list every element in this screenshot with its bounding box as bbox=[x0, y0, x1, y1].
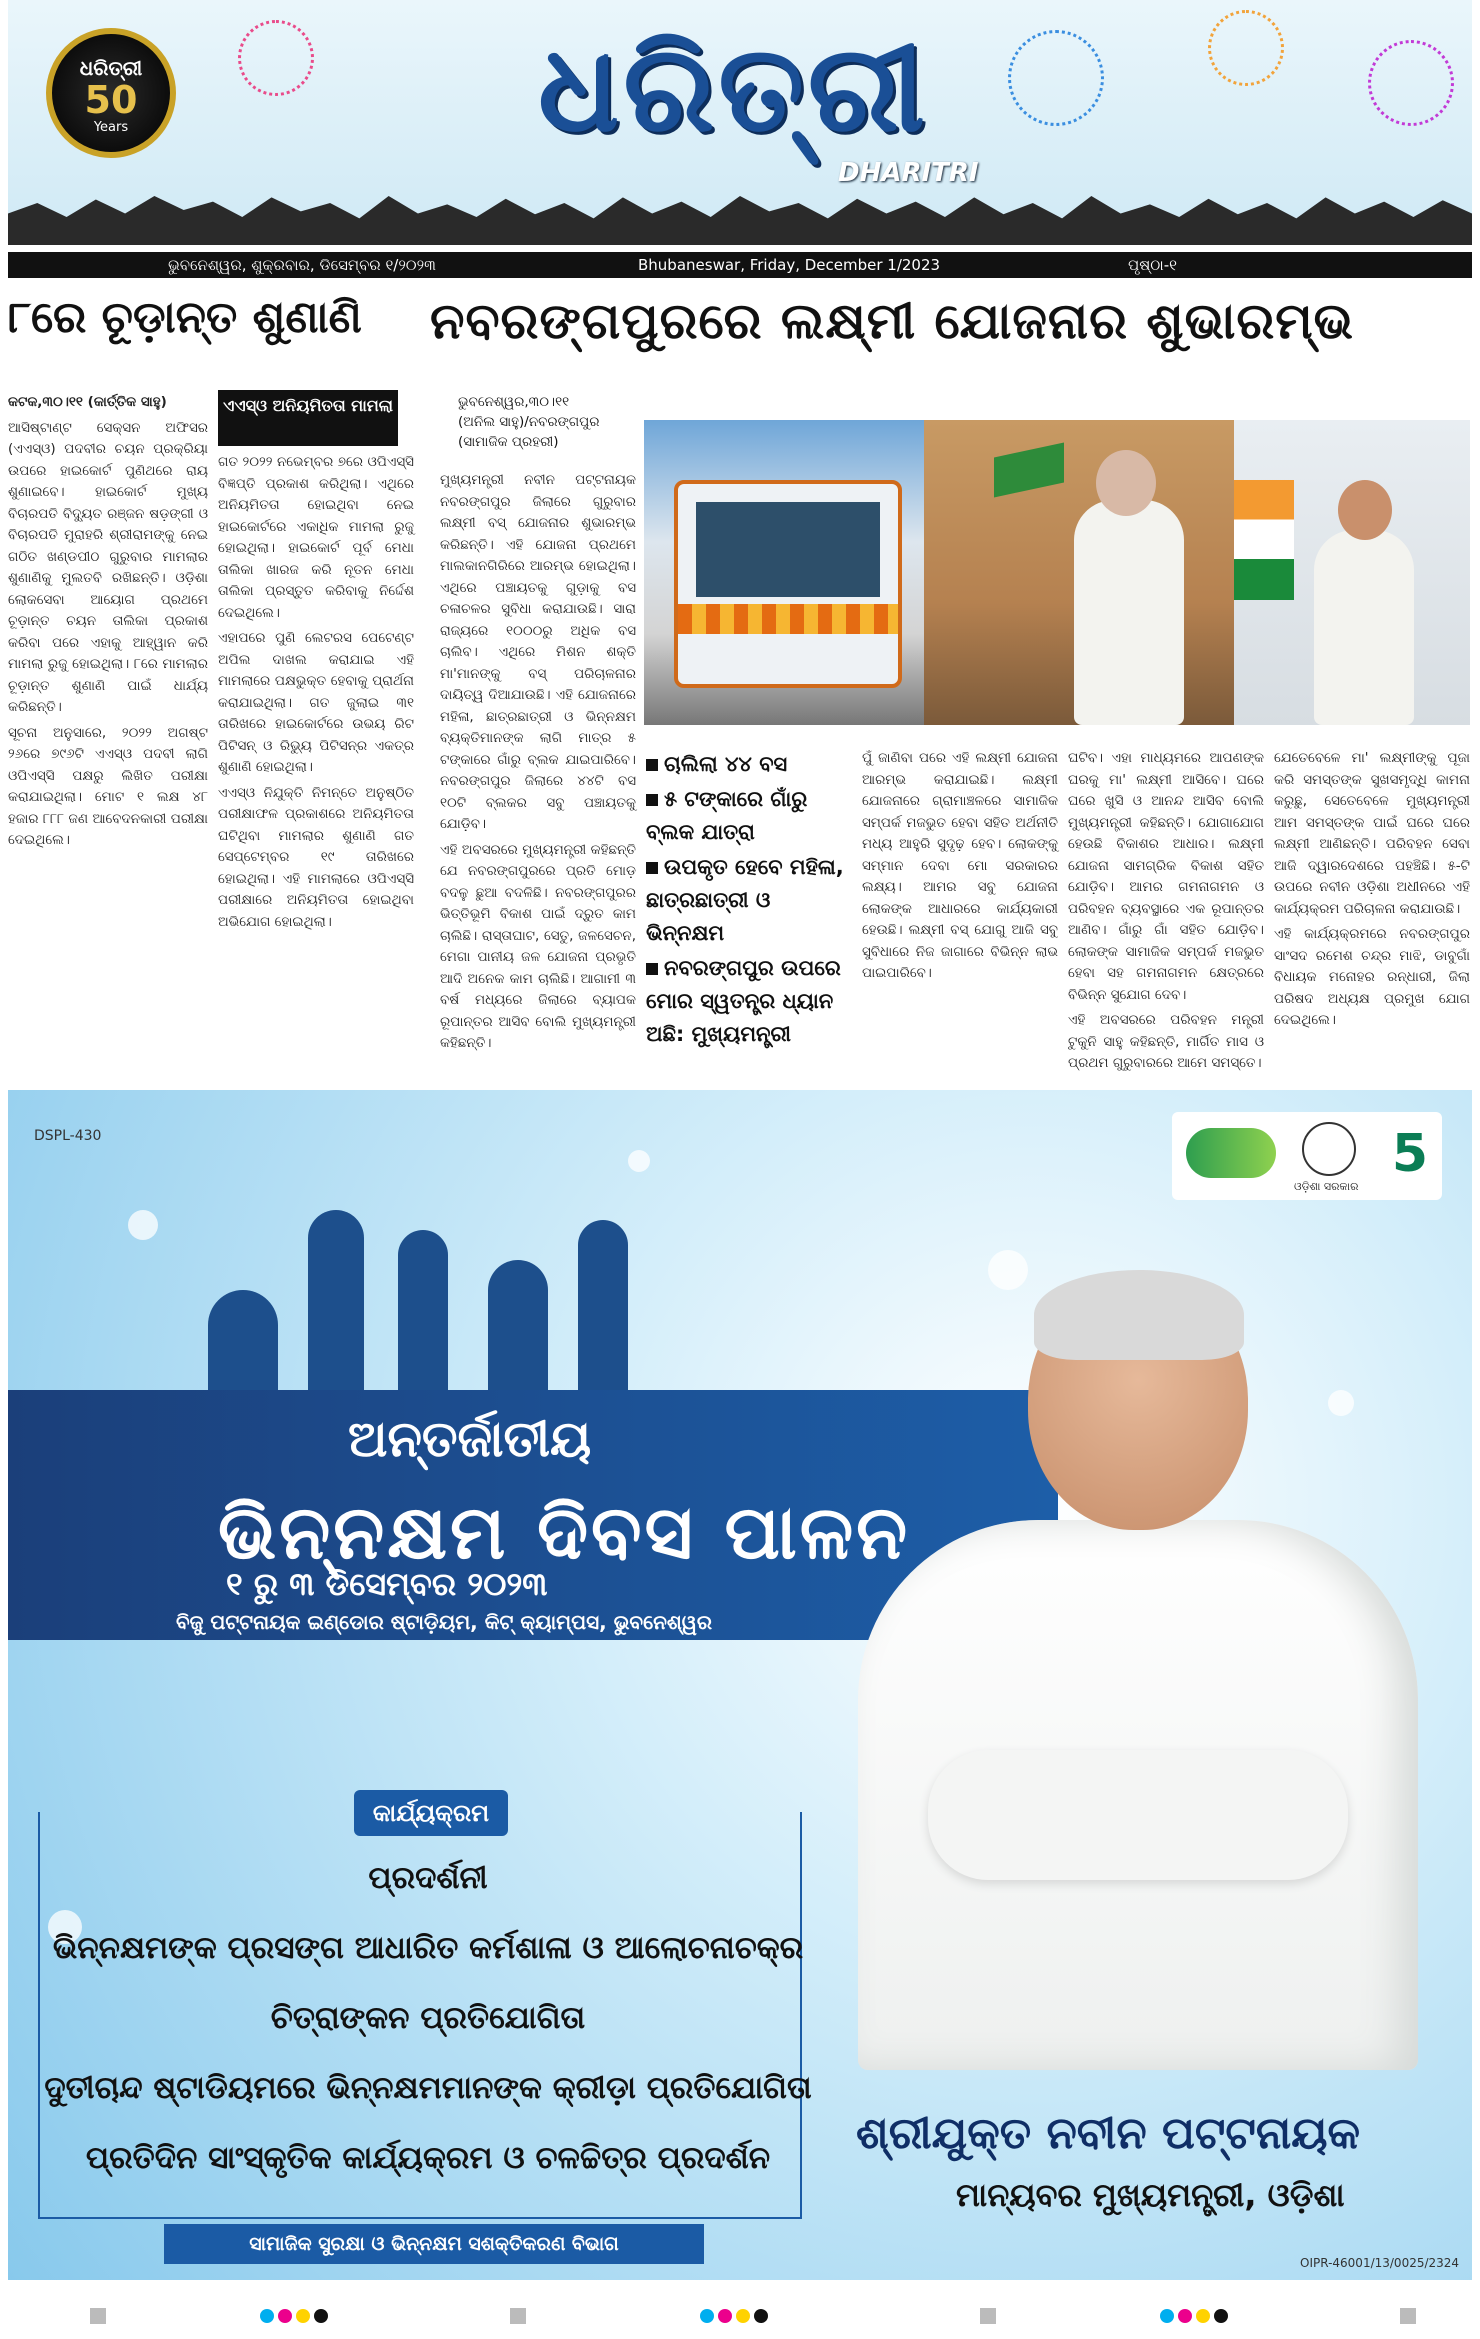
ad-title-big: ଭିନ୍ନକ୍ଷମ ଦିବସ ପାଳନ bbox=[218, 1490, 911, 1576]
person-with-crutches-silhouette bbox=[578, 1220, 628, 1390]
program-item: ପ୍ରତିଦିନ ସାଂସ୍କୃତିକ କାର୍ଯ୍ୟକ୍ରମ ଓ ଚଳଚ୍ଚିତ୍ର ପ୍ରଦର୍ଶନ bbox=[85, 2140, 771, 2176]
ad-date: ୧ ରୁ ୩ ଡିସେମ୍ବର ୨୦୨୩ bbox=[226, 1565, 548, 1603]
paragraph: ଗତ ୨୦୨୨ ନଭେମ୍ବର ୭ରେ ଓପିଏସ୍‌ସି ବିଜ୍ଞପ୍ତି ପ୍ରକାଶ କରିଥିଲା। ଏଥିରେ ଅନିୟମିତତା ହୋଇଥିବା ନେଇ ହାଇକୋର୍ଟରେ ଏକାଧିକ ମାମଲା ରୁଜୁ ହୋଇଥିଲା। ହାଇକୋର୍ଟ ପୂର୍ବ ମେଧା ତାଲିକା ଖାରଜ କରି ନୂତନ ମେଧା ତାଲିକା ପ୍ରସ୍ତୁତ କରିବାକୁ ନିର୍ଦ୍ଦେଶ ଦେଇଥିଲେ। bbox=[218, 454, 414, 621]
page-number: ପୃଷ୍ଠା-୧ bbox=[1128, 256, 1177, 274]
story-left-subhead-box: ଏଏସ୍‌ଓ ଅନିୟମିତତା ମାମଲା bbox=[218, 390, 398, 446]
highlight-item bbox=[646, 952, 846, 1051]
story-main-highlights bbox=[646, 748, 846, 1053]
photo-cm-flagoff bbox=[924, 420, 1234, 725]
bullet-square-icon bbox=[646, 862, 658, 874]
newspaper-logo-latin: DHARITRI bbox=[838, 158, 979, 188]
wheelchair-user-silhouette bbox=[488, 1260, 548, 1390]
paragraph: ସୂଚନା ଅନୁସାରେ, ୨୦୨୨ ଅଗଷ୍ଟ ୨୬ରେ ୭୯୬ଟି ଏଏସ୍‌ଓ ପଦବୀ ଲାଗି ଓପିଏସ୍‌ସି ପକ୍ଷରୁ ଲିଖିତ ପରୀକ୍ଷା କରାଯାଇଥିଲା। ମୋଟ ୧ ଲକ୍ଷ ୪୮ ହଜାର ୮୮୮ ଜଣ ଆବେଦନକାରୀ ପରୀକ୍ଷା ଦେଇଥିଲେ। bbox=[8, 724, 208, 848]
paragraph: ମୁଖ୍ୟମନ୍ତ୍ରୀ ନବୀନ ପଟ୍ଟନାୟକ ନବରଙ୍ଗପୁର ଜିଲାରେ ଗୁରୁବାର ଲକ୍ଷ୍ମୀ ବସ୍ ଯୋଜନାର ଶୁଭାରମ୍ଭ କରିଛନ୍ତି। ଏହି ଯୋଜନା ପ୍ରଥମେ ମାଲକାନଗିରିରେ ଆରମ୍ଭ ହୋଇଥିଲା। ଏଥିରେ ପଞ୍ଚାୟତକୁ ଗୁଡ଼ାକୁ ବସ ଚଳାଚଳର ସୁବିଧା କରାଯାଉଛି। ସାରା ରାଜ୍ୟରେ ୧୦୦୦ରୁ ଅଧିକ ବସ ଚାଲିବ। ଏଥିରେ ମିଶନ ଶକ୍ତି ମା'ମାନଙ୍କୁ ବସ୍ ପରିଚାଳନାର ଦାୟିତ୍ୱ ଦିଆଯାଉଛି। ଏହି ଯୋଜନାରେ ମହିଳା, ଛାତ୍ରଛାତ୍ରୀ ଓ ଭିନ୍ନକ୍ଷମ ବ୍ୟକ୍ତିମାନଙ୍କ ଲାଗି ମାତ୍ର ୫ ଟଙ୍କାରେ ଗାଁରୁ ବ୍ଲକ ଯାଇପାରିବେ। ନବରଙ୍ଗପୁର ଜିଲାରେ ୪୪ଟି ବସ ୧୦ଟି ବ୍ଲକର ସବୁ ପଞ୍ଚାୟତକୁ ଯୋଡ଼ିବ। bbox=[440, 472, 636, 832]
highlight-text: ୫ ଟଙ୍କାରେ ଗାଁରୁ ବ୍ଲକ ଯାତ୍ରା bbox=[646, 787, 808, 844]
photo-officials bbox=[1234, 420, 1470, 725]
ad-reference-code: OIPR-46001/13/0025/2324 bbox=[1300, 2256, 1460, 2270]
department-name: ସାମାଜିକ ସୁରକ୍ଷା ଓ ଭିନ୍ନକ୍ଷମ ସଶକ୍ତିକରଣ ବିଭାଗ bbox=[164, 2224, 704, 2264]
dateline-bar bbox=[8, 252, 1472, 278]
print-mark bbox=[1400, 2308, 1416, 2324]
government-advertisement bbox=[8, 1090, 1472, 2280]
print-mark bbox=[90, 2308, 106, 2324]
story-main-col2 bbox=[862, 748, 1058, 989]
ad-venue: ବିଜୁ ପଟ୍ଟନାୟକ ଇଣ୍ଡୋର ଷ୍ଟାଡ଼ିୟମ, କିଟ୍ କ୍ୟାମ୍ପସ, ଭୁବନେଶ୍ୱର bbox=[176, 1610, 713, 1634]
dateline-english: Bhubaneswar, Friday, December 1/2023 bbox=[638, 256, 941, 274]
person-cm bbox=[1074, 500, 1184, 725]
5t-logo-number: 5 bbox=[1391, 1124, 1428, 1184]
crowd-silhouette bbox=[8, 175, 1472, 245]
print-mark bbox=[980, 2308, 996, 2324]
highlight-item bbox=[646, 851, 846, 950]
story-left-col2 bbox=[218, 452, 414, 937]
byline: (ସାମାଜିକ ପ୍ରହରୀ) bbox=[458, 434, 559, 450]
story-main-col1 bbox=[440, 470, 636, 1059]
paragraph: ଘଟିବ। ଏହା ମାଧ୍ୟମରେ ଆପଣଙ୍କ ଘରକୁ ମା' ଲକ୍ଷ୍ମୀ ଆସିବେ। ଘରେ ଘରେ ଖୁସି ଓ ଆନନ୍ଦ ଆସିବ ବୋଲି ମୁଖ୍ୟମନ୍ତ୍ରୀ କହିଛନ୍ତି। ଯୋଗାଯୋଗ ହେଉଛି ବିକାଶର ଆଧାର। ଲକ୍ଷ୍ମୀ ଯୋଜନା ସାମଗ୍ରିକ ବିକାଶ ସହିତ ଯୋଡ଼ିବ। ଆମର ଗମନାଗମନ ଓ ପରିବହନ ବ୍ୟବସ୍ଥାରେ ଏକ ରୂପାନ୍ତର ଆଣିବ। ଗାଁରୁ ଗାଁ ସହିତ ଯୋଡ଼ିବ। ଲୋକଙ୍କ ସାମାଜିକ ସମ୍ପର୍କ ମଜଭୁତ ହେବା ସହ ଗମନାଗମନ କ୍ଷେତ୍ରରେ ବିଭିନ୍ନ ସୁଯୋଗ ଦେବ। bbox=[1068, 750, 1264, 1003]
highlight-text: ଉପକୃତ ହେବେ ମହିଳା, ଛାତ୍ରଛାତ୍ରୀ ଓ ଭିନ୍ନକ୍ଷମ bbox=[646, 855, 844, 945]
portrait-hair bbox=[1034, 1270, 1244, 1360]
badge-number: 50 bbox=[84, 78, 138, 122]
print-mark bbox=[510, 2308, 526, 2324]
sparkle bbox=[628, 1150, 650, 1172]
program-item: ଭିନ୍ନକ୍ଷମଙ୍କ ପ୍ରସଙ୍ଗ ଆଧାରିତ କର୍ମଶାଳା ଓ ଆଲୋଚନାଚକ୍ର bbox=[52, 1930, 804, 1966]
firework-decoration bbox=[1208, 10, 1284, 86]
story-main-bylines bbox=[458, 392, 599, 452]
indian-flag bbox=[1234, 480, 1294, 600]
program-item: ପ୍ରଦର୍ଶନୀ bbox=[368, 1860, 488, 1896]
masthead bbox=[8, 0, 1472, 245]
highlight-text: ଚାଲିଲା ୪୪ ବସ bbox=[664, 752, 788, 776]
portrait-folded-arms bbox=[928, 1750, 1348, 1880]
byline: ଭୁବନେଶ୍ୱର,୩୦।୧୧ bbox=[458, 394, 570, 410]
color-registration-marks bbox=[700, 2308, 772, 2324]
story-main-col4 bbox=[1274, 748, 1470, 1036]
program-item: ଚିତ୍ରାଙ୍କନ ପ୍ରତିଯୋଗିତା bbox=[270, 2000, 586, 2036]
sparkle bbox=[128, 1210, 158, 1240]
newspaper-logo: ଧରିତ୍ରୀ bbox=[538, 18, 929, 159]
bullet-square-icon bbox=[646, 759, 658, 771]
paragraph: ଏହି ଅବସରରେ ପରିବହନ ମନ୍ତ୍ରୀ ଟୁକୁନି ସାହୁ କହିଛନ୍ତି, ମାର୍ଗିତ ମାସ ଓ ପ୍ରଥମ ଗୁରୁବାରରେ ଆମେ ସମସ୍ତେ। bbox=[1068, 1012, 1264, 1071]
wheelchair-user-silhouette bbox=[208, 1290, 278, 1390]
news-photo bbox=[644, 420, 1470, 725]
odisha-govt-logo bbox=[1172, 1112, 1442, 1200]
paragraph: ଏହାପରେ ପୁଣି ଲେଟରସ ପେଟେଣ୍ଟ ଅପିଲ ଦାଖଲ କରାଯାଇ ଏହି ମାମଲାରେ ପକ୍ଷଭୁକ୍ତ ହେବାକୁ ପ୍ରାର୍ଥନା କରାଯାଇଥିଲା। ଗତ ଜୁଲାଇ ୩୧ ତାରିଖରେ ହାଇକୋର୍ଟରେ ଉଭୟ ରିଟ ପିଟିସନ୍ ଓ ରିଭ୍ୟୁ ପିଟିସନ୍‌ର ଏକତ୍ର ଶୁଣାଣି ହୋଇଥିଲା। bbox=[218, 630, 414, 775]
logo-caption: ଓଡ଼ିଶା ସରକାର bbox=[1294, 1180, 1359, 1193]
ad-title-small: ଅନ୍ତର୍ଜାତୀୟ bbox=[348, 1410, 592, 1468]
bus-illustration bbox=[674, 480, 902, 688]
color-registration-marks bbox=[1160, 2308, 1232, 2324]
headline-main: ନବରଙ୍ଗପୁରରେ ଲକ୍ଷ୍ମୀ ଯୋଜନାର ଶୁଭାରମ୍ଭ bbox=[430, 292, 1355, 350]
chief-minister-portrait bbox=[808, 1280, 1428, 2060]
story-left-dateline: କଟକ,୩୦।୧୧ (କାର୍ତ୍ତିକ ସାହୁ) bbox=[8, 394, 167, 410]
headline-left: ୮ରେ ଚୂଡ଼ାନ୍ତ ଶୁଣାଣି bbox=[8, 292, 362, 343]
byline: (ଅନିଲ ସାହୁ)/ନବରଙ୍ଗପୁର bbox=[458, 414, 600, 430]
firework-decoration bbox=[1368, 40, 1454, 126]
bullet-square-icon bbox=[646, 794, 658, 806]
person-with-crutch-silhouette bbox=[398, 1230, 448, 1390]
dateline-odia: ଭୁବନେଶ୍ୱର, ଶୁକ୍ରବାର, ଡିସେମ୍ବର ୧/୨୦୨୩ bbox=[168, 256, 436, 274]
highlight-text: ନବରଙ୍ଗପୁର ଉପରେ ମୋର ସ୍ୱତନ୍ତ୍ର ଧ୍ୟାନ ଅଛି: ମୁଖ୍ୟମନ୍ତ୍ରୀ bbox=[646, 956, 841, 1046]
bus-garland bbox=[678, 604, 898, 634]
badge-brand: ଧରିତ୍ରୀ bbox=[79, 56, 143, 80]
paragraph: ଏଏସ୍‌ଓ ନିଯୁକ୍ତି ନିମନ୍ତେ ଅନୁଷ୍ଠିତ ପରୀକ୍ଷାଫଳ ପ୍ରକାଶରେ ଅନିୟମିତତା ଘଟିଥିବା ମାମଲାର ଶୁଣାଣି ଗତ ସେପ୍ଟେମ୍ବର ୧୯ ତାରିଖରେ ହୋଇଥିଲା। ଏହି ମାମଲାରେ ଓପିଏସ୍‌ସି ପରୀକ୍ଷାରେ ଅନିୟମିତତା ହୋଇଥିବା ଅଭିଯୋଗ ହୋଇଥିଲା। bbox=[218, 784, 414, 930]
bullet-square-icon bbox=[646, 963, 658, 975]
person-head bbox=[1338, 480, 1392, 540]
ad-code: DSPL-430 bbox=[34, 1128, 102, 1144]
firework-decoration bbox=[1008, 30, 1104, 126]
person-head bbox=[1096, 450, 1156, 516]
paragraph: ଏହି ଅବସରରେ ମୁଖ୍ୟମନ୍ତ୍ରୀ କହିଛନ୍ତି ଯେ ନବରଙ୍ଗପୁରରେ ପ୍ରତି ମୋଡ଼ ବଦଳୁ ଛୁଆ ବଦଳିଛି। ନବରଙ୍ଗପୁରର ଭିତ୍ତିଭୂମି ବିକାଶ ପାଇଁ ଦ୍ରୁତ କାମ ଚାଲିଛି। ରାସ୍ତାଘାଟ, ସେତୁ, ଜଳସେଚନ, ମେଗା ପାନୀୟ ଜଳ ଯୋଜନା ପ୍ରଭୃତି ଆଦି ଅନେକ କାମ ଚାଲିଛି। ଆଗାମୀ ୩ ବର୍ଷ ମଧ୍ୟରେ ଜିଲାରେ ବ୍ୟାପକ ରୂପାନ୍ତର ଆସିବ ବୋଲି ମୁଖ୍ୟମନ୍ତ୍ରୀ କହିଛନ୍ତି। bbox=[440, 841, 636, 1051]
green-flag bbox=[994, 443, 1064, 498]
badge-label: Years bbox=[93, 120, 129, 135]
person-official bbox=[1314, 530, 1414, 725]
highlight-item bbox=[646, 783, 846, 849]
walking-person-silhouette bbox=[308, 1210, 364, 1390]
anniversary-badge bbox=[46, 28, 176, 158]
photo-bus bbox=[644, 420, 924, 725]
paragraph: ଯେତେବେଳେ ମା' ଲକ୍ଷ୍ମୀଙ୍କୁ ପୂଜା କରି ସମସ୍ତଙ୍କ ସୁଖସମୃଦ୍ଧି କାମନା କରୁଛୁ, ସେତେବେଳେ ମୁଖ୍ୟମନ୍ତ୍ରୀ ଆମ ସମସ୍ତଙ୍କ ପାଇଁ ଘରେ ଘରେ ଲକ୍ଷ୍ମୀ ଆଣିଛନ୍ତି। ପରିବହନ ସେବା ଆଜି ଦ୍ୱାରଦେଶରେ ପହଞ୍ଚିଛି। ୫-ଟି ଉପରେ ନବୀନ ଓଡ଼ିଶା ଅଧୀନରେ ଏହି କାର୍ଯ୍ୟକ୍ରମ ପରିଚାଳନା କରାଯାଉଛି। bbox=[1274, 750, 1470, 917]
state-seal-icon bbox=[1302, 1122, 1356, 1176]
chief-minister-title: ମାନ୍ୟବର ମୁଖ୍ୟମନ୍ତ୍ରୀ, ଓଡ଼ିଶା bbox=[956, 2176, 1345, 2214]
story-main-col3 bbox=[1068, 748, 1264, 1079]
chief-minister-name: ଶ୍ରୀଯୁକ୍ତ ନବୀନ ପଟ୍ଟନାୟକ bbox=[856, 2108, 1361, 2159]
program-label: କାର୍ଯ୍ୟକ୍ରମ bbox=[354, 1790, 508, 1836]
paragraph: ପୁଁ ଜାଣିବା ପରେ ଏହି ଲକ୍ଷ୍ମୀ ଯୋଜନା ଆରମ୍ଭ କରାଯାଇଛି। ଲକ୍ଷ୍ମୀ ଯୋଜନାରେ ଗ୍ରାମାଞ୍ଚଳରେ ସାମାଜିକ ସମ୍ପର୍କ ମଜଭୁତ ହେବା ସହିତ ଅର୍ଥନୀତି ମଧ୍ୟ ଆହୁରି ସୁଦୃଢ଼ ହେବ। ଲୋକଙ୍କୁ ସମ୍ମାନ ଦେବା ମୋ ସରକାରର ଲକ୍ଷ୍ୟ। ଆମର ସବୁ ଯୋଜନା ଲୋକଙ୍କ ଆଧାରରେ କାର୍ଯ୍ୟକାରୀ ହେଉଛି। ଲକ୍ଷ୍ମୀ ବସ୍ ଯୋଗୁ ଆଜି ସବୁ ସୁବିଧାରେ ନିଜ ଜାଗାରେ ବିଭିନ୍ନ ଲାଭ ପାଇପାରିବେ। bbox=[862, 750, 1058, 981]
bus-windshield bbox=[696, 502, 880, 597]
program-item: ଦୁତୀଚାନ୍ଦ ଷ୍ଟାଡିୟମରେ ଭିନ୍ନକ୍ଷମମାନଙ୍କ କ୍ରୀଡ଼ା ପ୍ରତିଯୋଗିତା bbox=[44, 2070, 812, 2106]
story-left-col1 bbox=[8, 392, 208, 856]
odisha-emblem-icon bbox=[1186, 1128, 1276, 1178]
paragraph: ଏହି କାର୍ଯ୍ୟକ୍ରମରେ ନବରଙ୍ଗପୁର ସାଂସଦ ରମେଶ ଚନ୍ଦ୍ର ମାଝି, ଡାବୁଗାଁ ବିଧାୟକ ମନୋହର ରନ୍ଧାରୀ, ଜିଲା ପରିଷଦ ଅଧ୍ୟକ୍ଷ ପ୍ରମୁଖ ଯୋଗ ଦେଇଥିଲେ। bbox=[1274, 926, 1470, 1028]
paragraph: ଆସିଷ୍ଟାଣ୍ଟ ସେକ୍ସନ ଅଫିସର (ଏଏସ୍‌ଓ) ପଦବୀର ଚୟନ ପ୍ରକ୍ରିୟା ଉପରେ ହାଇକୋର୍ଟ ପୁଣିଥରେ ରାୟ ଶୁଣାଇବେ। ହାଇକୋର୍ଟ ମୁଖ୍ୟ ବିଚାରପତି ବିଦ୍ୟୁତ ରଞ୍ଜନ ଷଡ଼ଙ୍ଗୀ ଓ ବିଚାରପତି ମୁରାହରି ଶ୍ରୀରାମଙ୍କୁ ନେଇ ଗଠିତ ଖଣ୍ଡପୀଠ ଗୁରୁବାର ମାମଲାର ଶୁଣାଣିକୁ ମୁଲତବି ରଖିଛନ୍ତି। ଓଡ଼ିଶା ଲୋକସେବା ଆୟୋଗ ପ୍ରଥମେ ଚୂଡ଼ାନ୍ତ ଚୟନ ତାଲିକା ପ୍ରକାଶ କରିବା ପରେ ଏହାକୁ ଆହ୍ୱାନ କରି ମାମଲା ରୁଜୁ ହୋଇଥିଲା। ୮ରେ ମାମଲାର ଚୂଡ଼ାନ୍ତ ଶୁଣାଣି ପାଇଁ ଧାର୍ଯ୍ୟ କରିଛନ୍ତି। bbox=[8, 419, 208, 715]
color-registration-marks bbox=[260, 2308, 332, 2324]
firework-decoration bbox=[238, 20, 314, 96]
highlight-item bbox=[646, 748, 846, 781]
